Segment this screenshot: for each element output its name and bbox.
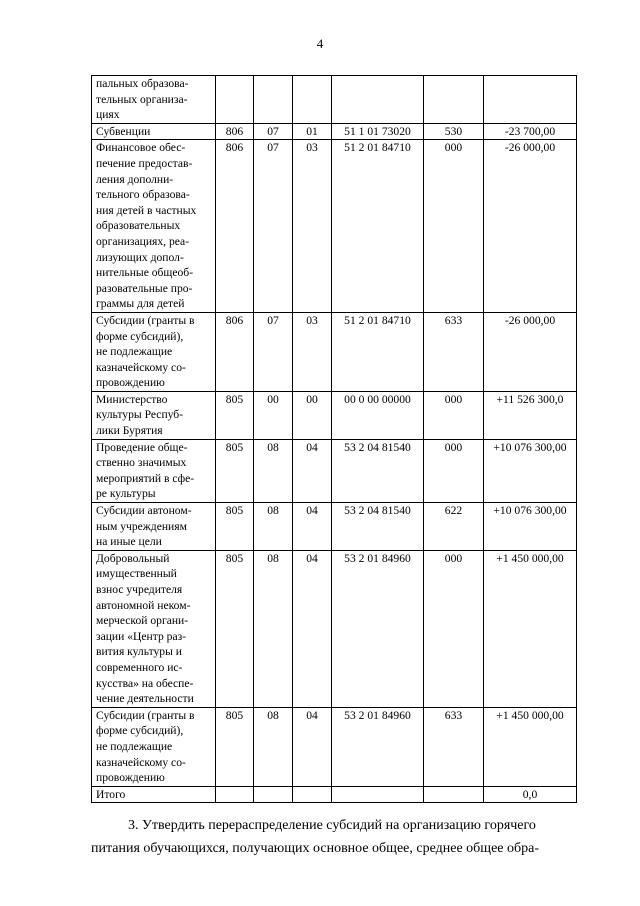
- cell-name: Финансовое обес- печение предостав- ления дополни- тельного образова- ния детей в частных образовательных организациях, реа- лизующих допол- нительные общеоб- разовательные про- граммы для детей: [92, 140, 216, 313]
- cell-section: 08: [254, 707, 293, 786]
- cell-amount: -23 700,00: [484, 123, 577, 140]
- cell-name: Субвенции: [92, 123, 216, 140]
- cell-target: [332, 786, 424, 803]
- cell-subsection: [293, 786, 332, 803]
- cell-amount: +1 450 000,00: [484, 707, 577, 786]
- cell-subsection: 04: [293, 503, 332, 551]
- cell-amount: 0,0: [484, 786, 577, 803]
- cell-name: пальных образова- тельных организа- циях: [92, 76, 216, 124]
- cell-target: 53 2 01 84960: [332, 707, 424, 786]
- table-row: [92, 503, 577, 551]
- body-paragraph: [91, 814, 581, 860]
- cell-name: Проведение обще- ственно значимых мероприятий в сфе- ре культуры: [92, 439, 216, 502]
- cell-target: 51 1 01 73020: [332, 123, 424, 140]
- cell-subsection: [293, 76, 332, 124]
- cell-amount: -26 000,00: [484, 140, 577, 313]
- table-row: [92, 550, 577, 707]
- cell-amount: +11 526 300,0: [484, 391, 577, 439]
- table-row: [92, 140, 577, 313]
- table-row: [92, 707, 577, 786]
- cell-subsection: 04: [293, 550, 332, 707]
- cell-admin: 805: [216, 503, 254, 551]
- cell-type: 622: [424, 503, 484, 551]
- cell-admin: 805: [216, 550, 254, 707]
- table-row-total: [92, 786, 577, 803]
- cell-section: 08: [254, 439, 293, 502]
- cell-target: 53 2 04 81540: [332, 439, 424, 502]
- paragraph-line: 3. Утвердить перераспределение субсидий на организацию горячего: [128, 818, 536, 833]
- cell-target: 53 2 01 84960: [332, 550, 424, 707]
- cell-target: 53 2 04 81540: [332, 503, 424, 551]
- table-body: [92, 76, 577, 803]
- cell-admin: 806: [216, 312, 254, 391]
- cell-amount: -26 000,00: [484, 312, 577, 391]
- cell-type: 530: [424, 123, 484, 140]
- cell-target: [332, 76, 424, 124]
- table-row: [92, 123, 577, 140]
- cell-type: 000: [424, 439, 484, 502]
- cell-type: 000: [424, 550, 484, 707]
- cell-name: Субсидии (гранты в форме субсидий), не подлежащие казначейскому со- провождению: [92, 707, 216, 786]
- paragraph-line: питания обучающихся, получающих основное общее, среднее общее обра-: [91, 841, 540, 856]
- cell-section: 07: [254, 140, 293, 313]
- cell-type: 000: [424, 391, 484, 439]
- cell-admin: 806: [216, 123, 254, 140]
- cell-target: 51 2 01 84710: [332, 312, 424, 391]
- cell-amount: +10 076 300,00: [484, 439, 577, 502]
- cell-subsection: 03: [293, 140, 332, 313]
- cell-admin: [216, 786, 254, 803]
- cell-admin: 805: [216, 391, 254, 439]
- cell-type: [424, 76, 484, 124]
- cell-section: 07: [254, 312, 293, 391]
- cell-type: 000: [424, 140, 484, 313]
- cell-name: Итого: [92, 786, 216, 803]
- cell-amount: +1 450 000,00: [484, 550, 577, 707]
- cell-admin: 805: [216, 439, 254, 502]
- cell-section: 00: [254, 391, 293, 439]
- cell-type: 633: [424, 707, 484, 786]
- cell-subsection: 03: [293, 312, 332, 391]
- cell-name: Субсидии (гранты в форме субсидий), не подлежащие казначейскому со- провождению: [92, 312, 216, 391]
- cell-type: [424, 786, 484, 803]
- cell-admin: 805: [216, 707, 254, 786]
- cell-amount: +10 076 300,00: [484, 503, 577, 551]
- cell-subsection: 00: [293, 391, 332, 439]
- budget-table: [91, 75, 577, 803]
- cell-section: 08: [254, 550, 293, 707]
- cell-subsection: 04: [293, 707, 332, 786]
- table-row: [92, 76, 577, 124]
- cell-subsection: 01: [293, 123, 332, 140]
- cell-amount: [484, 76, 577, 124]
- cell-target: 00 0 00 00000: [332, 391, 424, 439]
- cell-subsection: 04: [293, 439, 332, 502]
- cell-section: 08: [254, 503, 293, 551]
- cell-name: Субсидии автоном- ным учреждениям на иные цели: [92, 503, 216, 551]
- cell-section: [254, 786, 293, 803]
- table-row: [92, 391, 577, 439]
- cell-target: 51 2 01 84710: [332, 140, 424, 313]
- table-row: [92, 439, 577, 502]
- cell-section: [254, 76, 293, 124]
- cell-section: 07: [254, 123, 293, 140]
- page-number: 4: [316, 36, 324, 51]
- cell-name: Министерство культуры Респуб- лики Бурятия: [92, 391, 216, 439]
- cell-type: 633: [424, 312, 484, 391]
- cell-admin: [216, 76, 254, 124]
- cell-name: Добровольный имущественный взнос учредителя автономной неком- мерческой органи- зации «Центр раз- вития культуры и современного ис- кусства» на обеспе- чение деятельности: [92, 550, 216, 707]
- table-row: [92, 312, 577, 391]
- cell-admin: 806: [216, 140, 254, 313]
